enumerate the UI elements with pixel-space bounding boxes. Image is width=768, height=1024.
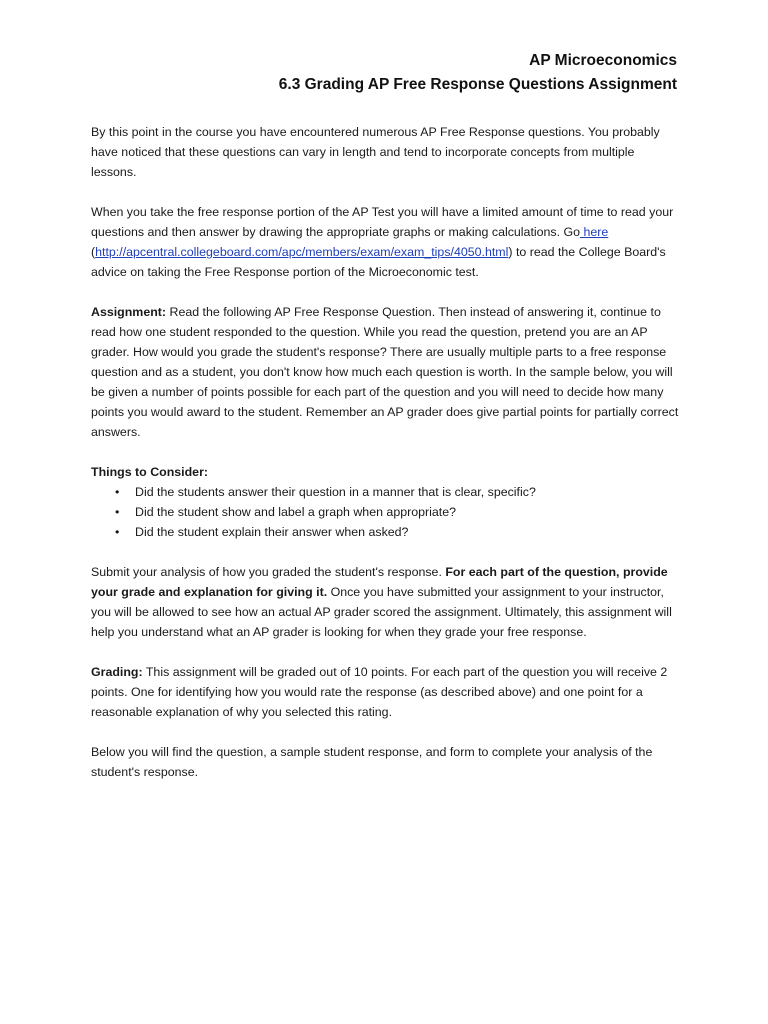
test-info-paragraph: [91, 202, 681, 282]
submit-paragraph: [91, 562, 681, 642]
intro-paragraph: [91, 122, 681, 182]
consider-list: [91, 482, 681, 542]
bullet-icon: •: [115, 525, 120, 539]
grading-text: This assignment will be graded out of 10 points. For each part of the question you will receive 2 points. One for identifying how you would rate the response (as described above) and one point for a reasonable explanation of why you selected this rating.: [91, 665, 668, 719]
test-info-text: When you take the free response portion of the AP Test you will have a limited amount of time to read your questions and then answer by drawing the appropriate graphs or making calculations. Go: [91, 205, 674, 239]
document-header: [279, 50, 677, 96]
consider-label: Things to Consider:: [91, 465, 209, 479]
assignment-label: Assignment:: [91, 305, 167, 319]
list-item: [91, 482, 681, 502]
consider-section: [91, 462, 681, 542]
test-info-text-after: ) to read the College Board's advice on taking the Free Response portion of the Microeconomic test.: [91, 245, 666, 279]
list-item-text: Did the student explain their answer when asked?: [135, 525, 409, 539]
advice-url-link[interactable]: http://apcentral.collegeboard.com/apc/members/exam/exam_tips/4050.html: [95, 245, 509, 259]
assignment-text: Read the following AP Free Response Question. Then instead of answering it, continue to read how one student responded to the question. While you read the question, pretend you are an AP grader. How would you grade the student's response? There are usually multiple parts to a free response question and as a student, you don't know how much each question is worth. In the sample below, you will be given a number of points possible for each part of the question and you will need to decide how many points you would award to the student. Remember an AP grader does give partial points for partially correct answers.: [91, 305, 679, 439]
grading-label: Grading:: [91, 665, 143, 679]
closing-text: Below you will find the question, a sample student response, and form to complete your analysis of the student's response.: [91, 745, 653, 779]
list-item-text: Did the students answer their question in a manner that is clear, specific?: [135, 485, 536, 499]
submit-text: Submit your analysis of how you graded the student's response.: [91, 565, 446, 579]
list-item-text: Did the student show and label a graph when appropriate?: [135, 505, 457, 519]
course-name: AP Microeconomics: [529, 52, 677, 69]
closing-paragraph: [91, 742, 681, 782]
list-item: [91, 502, 681, 522]
bullet-icon: •: [115, 505, 120, 519]
assignment-title: 6.3 Grading AP Free Response Questions Assignment: [278, 76, 677, 93]
grading-paragraph: [91, 662, 681, 722]
submit-bold-text: For each part of the question, provide your grade and explanation for giving it.: [91, 565, 668, 599]
here-link[interactable]: here: [580, 225, 609, 239]
submit-text-after: Once you have submitted your assignment to your instructor, you will be allowed to see how an actual AP grader scored the assignment. Ultimately, this assignment will help you understand what an AP grader is looking for when they grade your free response.: [91, 585, 672, 639]
assignment-paragraph: [91, 302, 681, 442]
url-open-paren: (: [91, 245, 96, 259]
document-body: [91, 122, 681, 802]
list-item: [91, 522, 681, 542]
intro-text: By this point in the course you have encountered numerous AP Free Response questions. You probably have noticed that these questions can vary in length and tend to incorporate concepts from multiple lessons.: [91, 125, 660, 179]
bullet-icon: •: [115, 485, 120, 499]
